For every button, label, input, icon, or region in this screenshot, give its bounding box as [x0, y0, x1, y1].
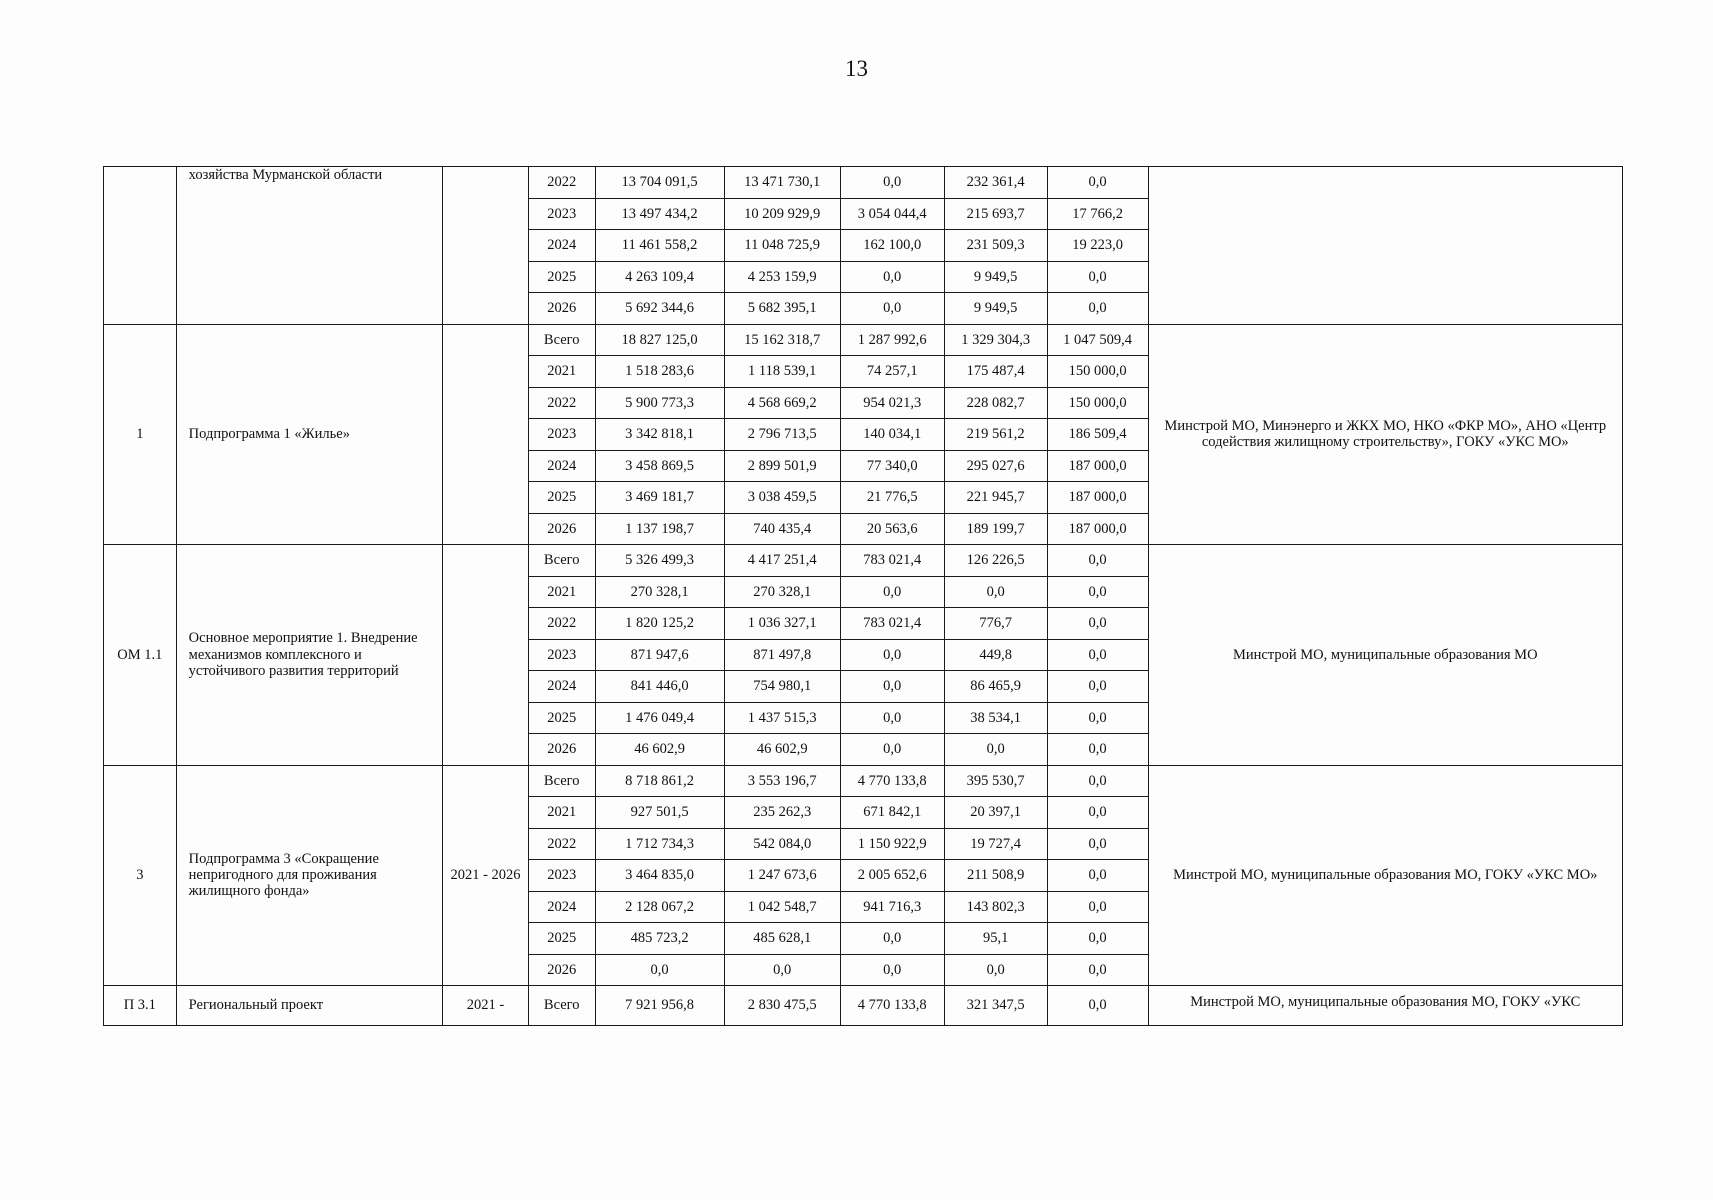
value-source-1: 11 048 725,9 — [724, 230, 840, 262]
row-year: 2023 — [528, 198, 595, 230]
value-source-1: 1 042 548,7 — [724, 891, 840, 923]
value-source-1: 1 247 673,6 — [724, 860, 840, 892]
value-source-3: 321 347,5 — [944, 986, 1047, 1026]
value-total: 3 342 818,1 — [595, 419, 724, 451]
row-year: 2021 — [528, 797, 595, 829]
row-executor: Минстрой МО, Минэнерго и ЖКХ МО, НКО «ФКР МО», АНО «Центр содействия жилищному строительству», ГОКУ «УКС МО» — [1148, 324, 1622, 545]
value-source-1: 46 602,9 — [724, 734, 840, 766]
value-total: 2 128 067,2 — [595, 891, 724, 923]
value-source-4: 187 000,0 — [1047, 450, 1148, 482]
value-source-1: 4 253 159,9 — [724, 261, 840, 293]
value-source-4: 150 000,0 — [1047, 387, 1148, 419]
value-source-1: 235 262,3 — [724, 797, 840, 829]
value-source-2: 2 005 652,6 — [840, 860, 944, 892]
value-source-4: 1 047 509,4 — [1047, 324, 1148, 356]
table-body — [104, 167, 1623, 1026]
row-year: Всего — [528, 986, 595, 1026]
value-source-2: 671 842,1 — [840, 797, 944, 829]
value-source-3: 215 693,7 — [944, 198, 1047, 230]
row-year: 2024 — [528, 891, 595, 923]
value-source-1: 1 118 539,1 — [724, 356, 840, 388]
value-source-1: 4 417 251,4 — [724, 545, 840, 577]
value-source-4: 0,0 — [1047, 954, 1148, 986]
value-source-3: 9 949,5 — [944, 293, 1047, 325]
value-source-3: 20 397,1 — [944, 797, 1047, 829]
table-row — [104, 765, 1623, 797]
page-number: 13 — [845, 56, 868, 81]
value-source-3: 231 509,3 — [944, 230, 1047, 262]
value-total: 13 704 091,5 — [595, 167, 724, 199]
row-year: 2022 — [528, 608, 595, 640]
value-source-3: 9 949,5 — [944, 261, 1047, 293]
value-source-3: 0,0 — [944, 954, 1047, 986]
value-source-4: 0,0 — [1047, 576, 1148, 608]
table-row — [104, 986, 1623, 1026]
value-source-3: 126 226,5 — [944, 545, 1047, 577]
value-source-4: 0,0 — [1047, 671, 1148, 703]
value-source-1: 10 209 929,9 — [724, 198, 840, 230]
value-source-4: 0,0 — [1047, 167, 1148, 199]
value-total: 18 827 125,0 — [595, 324, 724, 356]
row-executor: Минстрой МО, муниципальные образования МО, ГОКУ «УКС МО» — [1148, 765, 1622, 986]
value-source-1: 13 471 730,1 — [724, 167, 840, 199]
row-year: 2026 — [528, 734, 595, 766]
row-number: 1 — [104, 324, 177, 545]
row-year: 2024 — [528, 230, 595, 262]
value-total: 4 263 109,4 — [595, 261, 724, 293]
value-source-4: 186 509,4 — [1047, 419, 1148, 451]
row-period — [443, 167, 529, 325]
row-number: 3 — [104, 765, 177, 986]
row-number — [104, 167, 177, 325]
value-source-2: 20 563,6 — [840, 513, 944, 545]
value-source-4: 0,0 — [1047, 986, 1148, 1026]
value-source-2: 21 776,5 — [840, 482, 944, 514]
funding-table — [103, 166, 1623, 1026]
value-source-2: 0,0 — [840, 576, 944, 608]
value-source-2: 0,0 — [840, 702, 944, 734]
value-source-3: 295 027,6 — [944, 450, 1047, 482]
value-source-4: 0,0 — [1047, 702, 1148, 734]
value-source-4: 0,0 — [1047, 608, 1148, 640]
value-source-1: 485 628,1 — [724, 923, 840, 955]
row-year: 2022 — [528, 387, 595, 419]
value-source-4: 0,0 — [1047, 639, 1148, 671]
value-source-1: 754 980,1 — [724, 671, 840, 703]
value-source-3: 1 329 304,3 — [944, 324, 1047, 356]
value-source-2: 77 340,0 — [840, 450, 944, 482]
value-total: 485 723,2 — [595, 923, 724, 955]
value-source-2: 162 100,0 — [840, 230, 944, 262]
value-source-2: 0,0 — [840, 293, 944, 325]
value-source-2: 0,0 — [840, 954, 944, 986]
value-source-3: 228 082,7 — [944, 387, 1047, 419]
value-source-1: 2 830 475,5 — [724, 986, 840, 1026]
value-source-3: 189 199,7 — [944, 513, 1047, 545]
value-total: 46 602,9 — [595, 734, 724, 766]
row-executor: Минстрой МО, муниципальные образования МО — [1148, 545, 1622, 766]
value-total: 1 518 283,6 — [595, 356, 724, 388]
value-total: 3 458 869,5 — [595, 450, 724, 482]
value-source-4: 0,0 — [1047, 293, 1148, 325]
value-source-3: 143 802,3 — [944, 891, 1047, 923]
row-year: 2023 — [528, 860, 595, 892]
value-source-4: 0,0 — [1047, 860, 1148, 892]
value-source-3: 38 534,1 — [944, 702, 1047, 734]
row-year: Всего — [528, 765, 595, 797]
value-source-2: 4 770 133,8 — [840, 765, 944, 797]
value-total: 841 446,0 — [595, 671, 724, 703]
value-source-1: 5 682 395,1 — [724, 293, 840, 325]
value-total: 0,0 — [595, 954, 724, 986]
row-name: Подпрограмма 3 «Сокращение непригодного для проживания жилищного фонда» — [176, 765, 442, 986]
value-source-2: 3 054 044,4 — [840, 198, 944, 230]
value-total: 5 900 773,3 — [595, 387, 724, 419]
value-source-4: 19 223,0 — [1047, 230, 1148, 262]
value-total: 270 328,1 — [595, 576, 724, 608]
value-source-2: 1 287 992,6 — [840, 324, 944, 356]
value-source-1: 1 437 515,3 — [724, 702, 840, 734]
value-source-1: 0,0 — [724, 954, 840, 986]
value-total: 5 326 499,3 — [595, 545, 724, 577]
value-source-4: 0,0 — [1047, 734, 1148, 766]
table-row — [104, 167, 1623, 199]
row-executor: Минстрой МО, муниципальные образования МО, ГОКУ «УКС — [1148, 986, 1622, 1026]
value-source-1: 3 038 459,5 — [724, 482, 840, 514]
table-row — [104, 545, 1623, 577]
value-source-3: 86 465,9 — [944, 671, 1047, 703]
value-source-1: 740 435,4 — [724, 513, 840, 545]
row-year: 2022 — [528, 167, 595, 199]
value-source-1: 15 162 318,7 — [724, 324, 840, 356]
value-source-2: 0,0 — [840, 734, 944, 766]
value-source-2: 954 021,3 — [840, 387, 944, 419]
value-source-3: 175 487,4 — [944, 356, 1047, 388]
value-total: 1 820 125,2 — [595, 608, 724, 640]
row-executor — [1148, 167, 1622, 325]
row-year: 2023 — [528, 639, 595, 671]
row-year: 2025 — [528, 261, 595, 293]
value-source-3: 219 561,2 — [944, 419, 1047, 451]
row-year: 2023 — [528, 419, 595, 451]
value-source-1: 871 497,8 — [724, 639, 840, 671]
row-name: Основное мероприятие 1. Внедрение механизмов комплексного и устойчивого развития территорий — [176, 545, 442, 766]
row-year: 2026 — [528, 293, 595, 325]
value-source-3: 0,0 — [944, 576, 1047, 608]
value-source-2: 1 150 922,9 — [840, 828, 944, 860]
row-year: Всего — [528, 545, 595, 577]
row-period: 2021 - 2026 — [443, 765, 529, 986]
value-source-2: 4 770 133,8 — [840, 986, 944, 1026]
value-source-2: 783 021,4 — [840, 608, 944, 640]
row-period — [443, 324, 529, 545]
value-source-2: 74 257,1 — [840, 356, 944, 388]
row-period: 2021 - — [443, 986, 529, 1026]
value-source-3: 95,1 — [944, 923, 1047, 955]
row-name: хозяйства Мурманской области — [176, 167, 442, 325]
value-source-3: 776,7 — [944, 608, 1047, 640]
value-source-4: 17 766,2 — [1047, 198, 1148, 230]
row-year: 2025 — [528, 702, 595, 734]
value-source-2: 140 034,1 — [840, 419, 944, 451]
value-source-1: 1 036 327,1 — [724, 608, 840, 640]
value-source-4: 0,0 — [1047, 545, 1148, 577]
row-name: Региональный проект — [176, 986, 442, 1026]
value-source-2: 0,0 — [840, 167, 944, 199]
value-source-4: 0,0 — [1047, 923, 1148, 955]
row-year: 2025 — [528, 923, 595, 955]
value-source-3: 232 361,4 — [944, 167, 1047, 199]
row-number: ОМ 1.1 — [104, 545, 177, 766]
row-year: 2022 — [528, 828, 595, 860]
value-source-2: 0,0 — [840, 639, 944, 671]
value-total: 11 461 558,2 — [595, 230, 724, 262]
value-total: 3 469 181,7 — [595, 482, 724, 514]
value-source-3: 0,0 — [944, 734, 1047, 766]
value-source-2: 0,0 — [840, 923, 944, 955]
row-year: 2021 — [528, 356, 595, 388]
row-number: П 3.1 — [104, 986, 177, 1026]
value-source-4: 0,0 — [1047, 261, 1148, 293]
value-source-4: 150 000,0 — [1047, 356, 1148, 388]
value-total: 927 501,5 — [595, 797, 724, 829]
value-total: 871 947,6 — [595, 639, 724, 671]
value-source-4: 0,0 — [1047, 828, 1148, 860]
row-year: 2021 — [528, 576, 595, 608]
value-total: 13 497 434,2 — [595, 198, 724, 230]
value-source-3: 221 945,7 — [944, 482, 1047, 514]
value-source-1: 2 796 713,5 — [724, 419, 840, 451]
row-year: 2025 — [528, 482, 595, 514]
row-year: 2024 — [528, 450, 595, 482]
value-source-4: 187 000,0 — [1047, 513, 1148, 545]
value-source-4: 187 000,0 — [1047, 482, 1148, 514]
value-source-1: 270 328,1 — [724, 576, 840, 608]
value-source-1: 4 568 669,2 — [724, 387, 840, 419]
row-period — [443, 545, 529, 766]
row-year: 2024 — [528, 671, 595, 703]
value-source-1: 2 899 501,9 — [724, 450, 840, 482]
value-total: 1 712 734,3 — [595, 828, 724, 860]
row-year: 2026 — [528, 513, 595, 545]
value-source-2: 0,0 — [840, 261, 944, 293]
value-source-1: 3 553 196,7 — [724, 765, 840, 797]
value-source-4: 0,0 — [1047, 891, 1148, 923]
value-source-2: 0,0 — [840, 671, 944, 703]
value-source-3: 395 530,7 — [944, 765, 1047, 797]
value-source-4: 0,0 — [1047, 797, 1148, 829]
value-source-3: 19 727,4 — [944, 828, 1047, 860]
row-name: Подпрограмма 1 «Жилье» — [176, 324, 442, 545]
value-total: 1 137 198,7 — [595, 513, 724, 545]
value-total: 3 464 835,0 — [595, 860, 724, 892]
row-year: Всего — [528, 324, 595, 356]
table-row — [104, 324, 1623, 356]
value-source-2: 783 021,4 — [840, 545, 944, 577]
value-source-4: 0,0 — [1047, 765, 1148, 797]
value-source-3: 211 508,9 — [944, 860, 1047, 892]
value-total: 7 921 956,8 — [595, 986, 724, 1026]
value-total: 1 476 049,4 — [595, 702, 724, 734]
value-total: 5 692 344,6 — [595, 293, 724, 325]
value-source-3: 449,8 — [944, 639, 1047, 671]
value-total: 8 718 861,2 — [595, 765, 724, 797]
value-source-1: 542 084,0 — [724, 828, 840, 860]
row-year: 2026 — [528, 954, 595, 986]
value-source-2: 941 716,3 — [840, 891, 944, 923]
